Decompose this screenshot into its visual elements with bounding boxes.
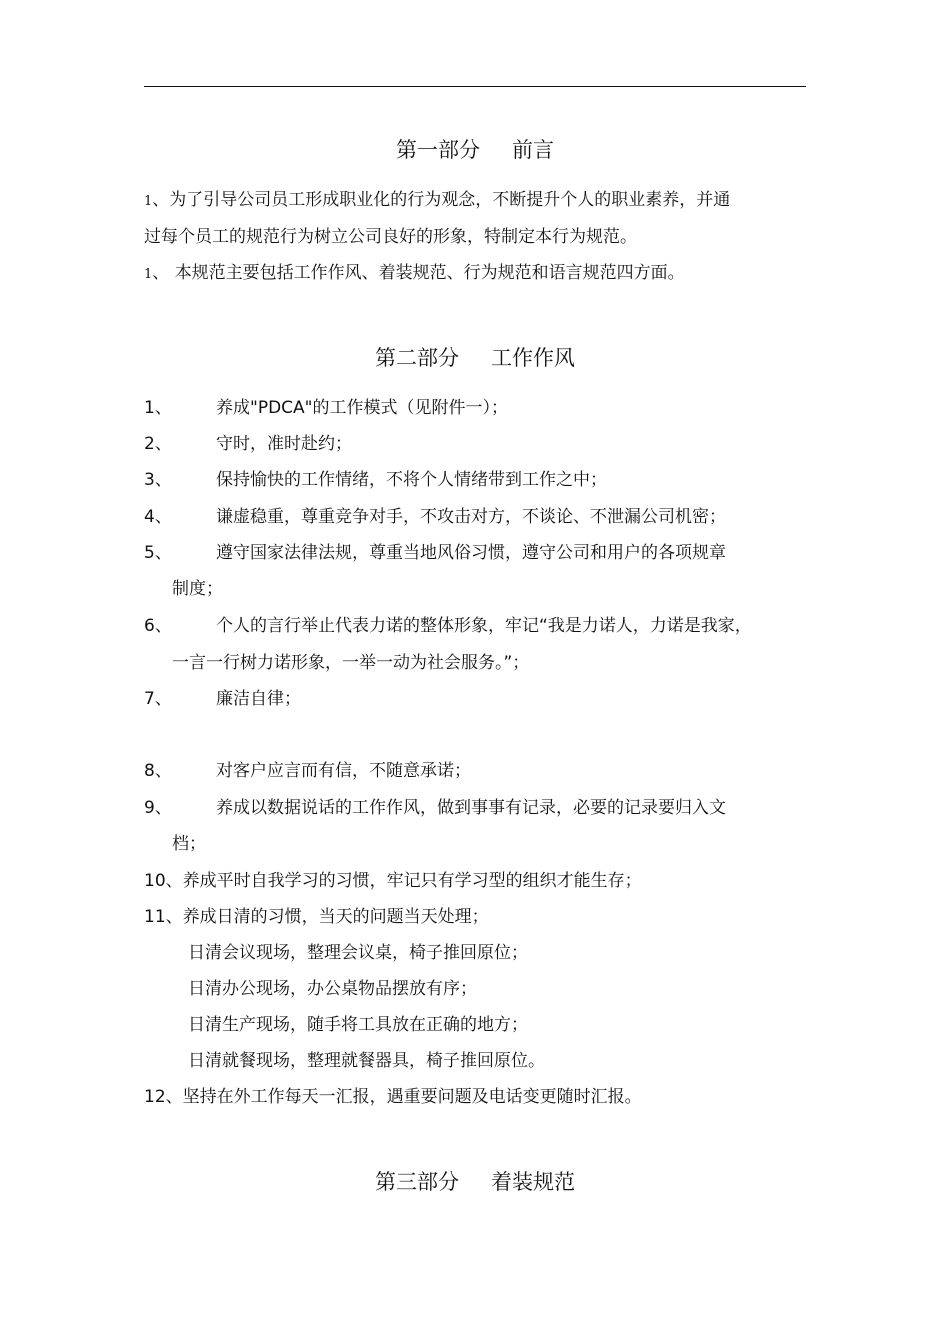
- preface-item-1-number: 1: [144, 194, 153, 209]
- list-item-11: 11、养成日清的习惯，当天的问题当天处理；: [144, 907, 489, 927]
- list-item-5: 5、 遵守国家法律法规，尊重当地风俗习惯，遵守公司和用户的各项规章: [144, 543, 726, 563]
- sub-item-1: 日清会议现场，整理会议桌，椅子推回原位；: [188, 943, 528, 963]
- section-title: 前言: [512, 138, 554, 162]
- list-item-6: 6、 个人的言行举止代表力诺的整体形象，牢记“我是力诺人，力诺是我家，: [144, 616, 752, 636]
- section-part: 第二部分: [375, 346, 459, 370]
- list-item-6-continuation: 一言一行树力诺形象，一举一动为社会服务。”；: [172, 653, 530, 673]
- section-heading-dress-code: [0, 1167, 950, 1197]
- list-item-9: 9、 养成以数据说话的工作作风，做到事事有记录，必要的记录要归入文: [144, 798, 726, 818]
- section-heading-preface: [0, 135, 950, 165]
- list-item-2: 2、 守时，准时赴约；: [144, 434, 352, 454]
- preface-item-1-line-2: 过每个员工的规范行为树立公司良好的形象，特制定本行为规范。: [144, 227, 637, 247]
- section-title: 工作作风: [491, 346, 575, 370]
- list-item-9-continuation: 档；: [172, 834, 206, 854]
- list-item-10: 10、养成平时自我学习的习惯，牢记只有学习型的组织才能生存；: [144, 871, 642, 891]
- sub-item-2: 日清办公现场，办公桌物品摆放有序；: [188, 979, 477, 999]
- list-item-7: 7、 廉洁自律；: [144, 689, 301, 709]
- section-heading-work-style: [0, 343, 950, 373]
- list-item-8: 8、 对客户应言而有信，不随意承诺；: [144, 761, 471, 781]
- preface-item-2: 1、 本规范主要包括工作作风、着装规范、行为规范和语言规范四方面。: [144, 263, 685, 283]
- list-item-5-continuation: 制度；: [172, 579, 223, 599]
- sub-item-3: 日清生产现场，随手将工具放在正确的地方；: [188, 1015, 528, 1035]
- preface-item-2-number: 1: [144, 267, 153, 282]
- preface-item-1-line-1: 1、为了引导公司员工形成职业化的行为观念，不断提升个人的职业素养，并通: [144, 190, 731, 210]
- sub-item-4: 日清就餐现场，整理就餐器具，椅子推回原位。: [188, 1051, 545, 1071]
- section-part: 第三部分: [375, 1170, 459, 1194]
- header-rule: [144, 86, 806, 87]
- section-title: 着装规范: [491, 1170, 575, 1194]
- list-item-4: 4、 谦虚稳重，尊重竞争对手，不攻击对方，不谈论、不泄漏公司机密；: [144, 507, 726, 527]
- list-item-12: 12、坚持在外工作每天一汇报，遇重要问题及电话变更随时汇报。: [144, 1087, 642, 1107]
- list-item-1: 1、 养成"PDCA"的工作模式（见附件一）；: [144, 398, 508, 418]
- list-item-3: 3、 保持愉快的工作情绪，不将个人情绪带到工作之中；: [144, 470, 607, 490]
- section-part: 第一部分: [396, 138, 480, 162]
